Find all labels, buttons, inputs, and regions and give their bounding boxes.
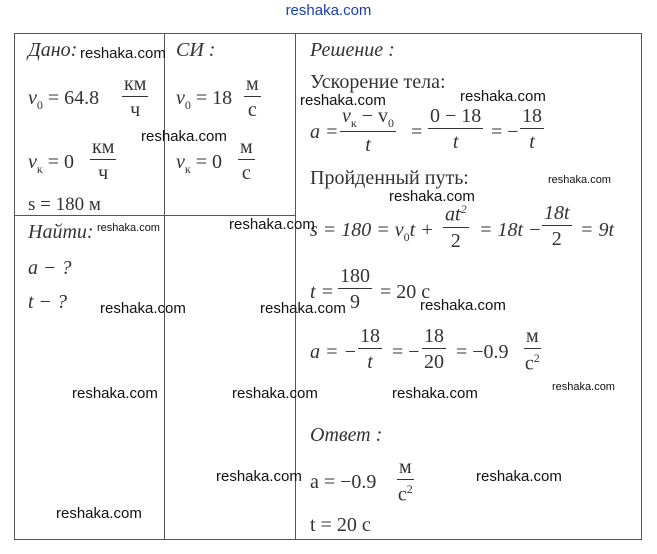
watermark: reshaka.com bbox=[80, 45, 166, 62]
watermark: reshaka.com bbox=[420, 297, 506, 314]
given-title: Дано: bbox=[28, 39, 78, 61]
watermark: reshaka.com bbox=[389, 188, 475, 205]
solution-title: Решение : bbox=[310, 39, 395, 61]
accel2-eq: = − bbox=[392, 341, 420, 363]
site-header-watermark: reshaka.com bbox=[285, 2, 372, 19]
watermark: reshaka.com bbox=[72, 385, 158, 402]
accel2-value: = −0.9 bbox=[456, 341, 509, 363]
given-vk-unit: км ч bbox=[92, 136, 115, 184]
divider-given-si bbox=[164, 33, 165, 540]
path-end: = 9t bbox=[580, 219, 615, 241]
accel2-frac-2: $\frac{18}{20}$ bbox=[424, 325, 444, 373]
watermark: reshaka.com bbox=[216, 468, 302, 485]
accel-eq-1: = bbox=[411, 121, 423, 143]
accel2-frac-1: $\frac{18}{t}$ bbox=[360, 325, 380, 373]
watermark: reshaka.com bbox=[552, 381, 615, 393]
si-title: СИ : bbox=[176, 39, 216, 61]
given-vk: $v_к = 0$ bbox=[28, 151, 75, 176]
watermark: reshaka.com bbox=[56, 505, 142, 522]
si-v0-unit: м с bbox=[246, 73, 259, 121]
answer-title: Ответ : bbox=[310, 424, 383, 446]
accel-eq-2: = − bbox=[491, 121, 519, 143]
given-v0-unit: км ч bbox=[124, 73, 147, 121]
watermark: reshaka.com bbox=[460, 88, 546, 105]
time-lhs: t = bbox=[310, 281, 335, 303]
watermark: reshaka.com bbox=[548, 174, 611, 186]
si-vk: $v_к = 0$ bbox=[176, 151, 223, 176]
watermark: reshaka.com bbox=[300, 92, 386, 109]
watermark: reshaka.com bbox=[229, 216, 315, 233]
given-v0: $v_0 = 64.8$ bbox=[28, 87, 100, 112]
answer-a: a = −0.9 bbox=[310, 471, 377, 493]
watermark: reshaka.com bbox=[476, 468, 562, 485]
watermark: reshaka.com bbox=[141, 128, 227, 145]
time-frac: $\frac{180}{9}$ bbox=[340, 265, 370, 313]
accel-frac-3: $\frac{18}{t}$ bbox=[522, 105, 542, 153]
given-s: s = 180 м bbox=[28, 194, 101, 215]
accel2-lhs: a = − bbox=[310, 341, 357, 363]
accel-label: Ускорение тела: bbox=[310, 71, 446, 93]
answer-a-unit: м $с^2$ bbox=[397, 456, 413, 506]
watermark: reshaka.com bbox=[260, 300, 346, 317]
accel-lhs: a = bbox=[310, 121, 339, 143]
find-title: Найти: bbox=[28, 221, 94, 243]
watermark: reshaka.com bbox=[392, 385, 478, 402]
path-frac-1: $\frac{at^2}{2}$ bbox=[445, 202, 467, 252]
path-label: Пройденный путь: bbox=[310, 167, 469, 189]
accel2-unit: м $с^2$ bbox=[524, 325, 540, 375]
watermark: reshaka.com bbox=[232, 385, 318, 402]
si-vk-unit: м с bbox=[240, 136, 253, 184]
accel-frac-1: $v_к - v_0$ t bbox=[342, 105, 395, 156]
accel-frac-2: $\frac{0 - 18}{t}$ bbox=[430, 105, 482, 153]
answer-t: t = 20 с bbox=[310, 514, 371, 536]
divider-si-solution bbox=[295, 33, 296, 540]
path-frac-2: $\frac{18t}{2}$ bbox=[544, 202, 570, 250]
path-lhs: $s = 180 = v_0t$ + bbox=[310, 219, 434, 244]
time-result: = 20 с bbox=[380, 281, 431, 303]
watermark: reshaka.com bbox=[100, 300, 186, 317]
find-item-a: a − ? bbox=[28, 257, 72, 279]
find-item-t: t − ? bbox=[28, 291, 68, 313]
si-v0: $v_0 = 18$ bbox=[176, 87, 233, 112]
path-mid: = 18t − bbox=[479, 219, 542, 241]
watermark: reshaka.com bbox=[97, 222, 160, 234]
